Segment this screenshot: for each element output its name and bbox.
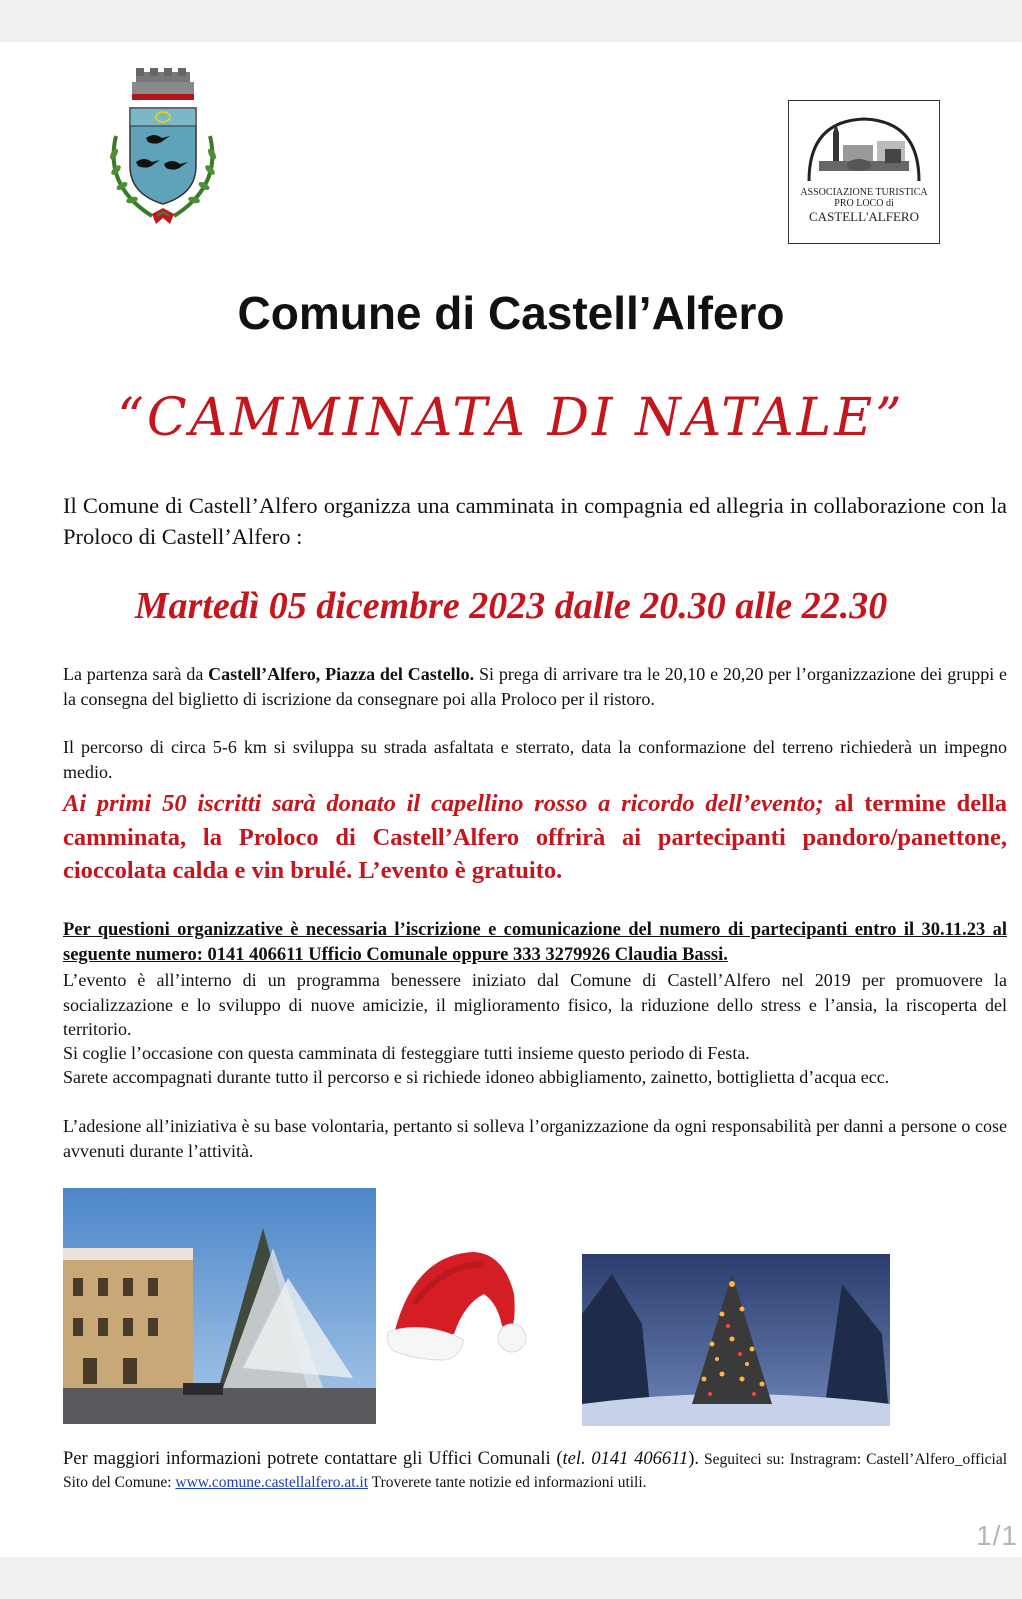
municipality-website-link[interactable]: www.comune.castellalfero.at.it: [175, 1474, 369, 1491]
celebration-paragraph: Si coglie l’occasione con questa camminata di festeggiare tutti insieme questo periodo di Festa.: [63, 1043, 750, 1063]
departure-text-a: La partenza sarà da: [63, 664, 209, 684]
gift-announcement: [63, 787, 1007, 888]
event-date: Martedì 05 dicembre 2023 dalle 20.30 alle 22.30: [134, 585, 888, 627]
gift-announcement-italic: Ai primi 50 iscritti sarà donato il capellino rosso a ricordo dell’evento;: [63, 790, 824, 817]
event-title: “CAMMINATA DI NATALE”: [117, 388, 905, 448]
proloco-logo: [788, 100, 940, 244]
footer-text-a: Per maggiori informazioni potrete contattare gli Uffici Comunali (: [63, 1449, 563, 1469]
castell-alfero-coat-of-arms-icon: [102, 66, 224, 244]
route-paragraph: Il percorso di circa 5-6 km si sviluppa su strada asfaltata e sterrato, data la conformazione del terreno richiederà un impegno medio.: [63, 737, 1007, 782]
christmas-tree-photo: [582, 1254, 890, 1426]
departure-paragraph: [63, 662, 1007, 711]
page-counter: 1/1: [976, 1520, 1018, 1551]
wellness-program-paragraph: L’evento è all’interno di un programma benessere iniziato dal Comune di Castell’Alfero nel 2019 per promuovere la socializzazione e lo sviluppo di nuove amicizie, il miglioramento fisico, la riduzione dello stress e l’ansia, la riscoperta del territorio.: [63, 970, 1007, 1039]
santa-hat-icon: [384, 1234, 534, 1374]
castle-sketch-icon: [789, 101, 939, 191]
municipality-title: Comune di Castell’Alfero: [237, 287, 785, 339]
footer-text-c: Seguiteci su: Instragram: Castell’Alfero_official Sito del Comune:: [63, 1451, 1007, 1491]
snowy-castle-photo: [63, 1188, 376, 1424]
footer-text-d: Troverete tante notizie ed informazioni utili.: [368, 1474, 647, 1491]
footer-contact: [63, 1448, 1007, 1494]
departure-location: Castell’Alfero, Piazza del Castello.: [208, 664, 475, 684]
registration-notice: Per questioni organizzative è necessaria l’iscrizione e comunicazione del numero di partecipanti entro il 30.11.23 al seguente numero: 0141 406611 Ufficio Comunale oppure 333 3279926 Claudia Bassi.: [63, 920, 1007, 965]
departure-text-b: Si prega di arrivare tra le 20,10 e 20,20 per l’organizzazione dei gruppi e la consegna del biglietto di iscrizione da consegnare poi alla Proloco per il ristoro.: [63, 664, 1007, 709]
footer-text-b: ).: [688, 1449, 700, 1469]
proloco-line-1: ASSOCIAZIONE TURISTICA: [800, 187, 928, 198]
intro-paragraph: Il Comune di Castell’Alfero organizza una camminata in compagnia ed allegria in collaborazione con la Proloco di Castell’Alfero :: [63, 493, 1007, 549]
proloco-line-2: PRO LOCO di: [834, 198, 894, 209]
footer-phone: tel. 0141 406611: [562, 1449, 689, 1469]
proloco-line-3: CASTELL'ALFERO: [809, 209, 919, 224]
equipment-paragraph: Sarete accompagnati durante tutto il percorso e si richiede idoneo abbigliamento, zainetto, bottiglietta d’acqua ecc.: [63, 1067, 890, 1087]
liability-paragraph: L’adesione all’iniziativa è su base volontaria, pertanto si solleva l’organizzazione da ogni responsabilità per danni a persone o cose avvenuti durante l’attività.: [63, 1116, 1007, 1161]
gift-announcement-rest: al termine della camminata, la Proloco di Castell’Alfero offrirà ai partecipanti pandoro/panettone, cioccolata calda e vin brulé. L’evento è gratuito.: [63, 790, 1007, 884]
